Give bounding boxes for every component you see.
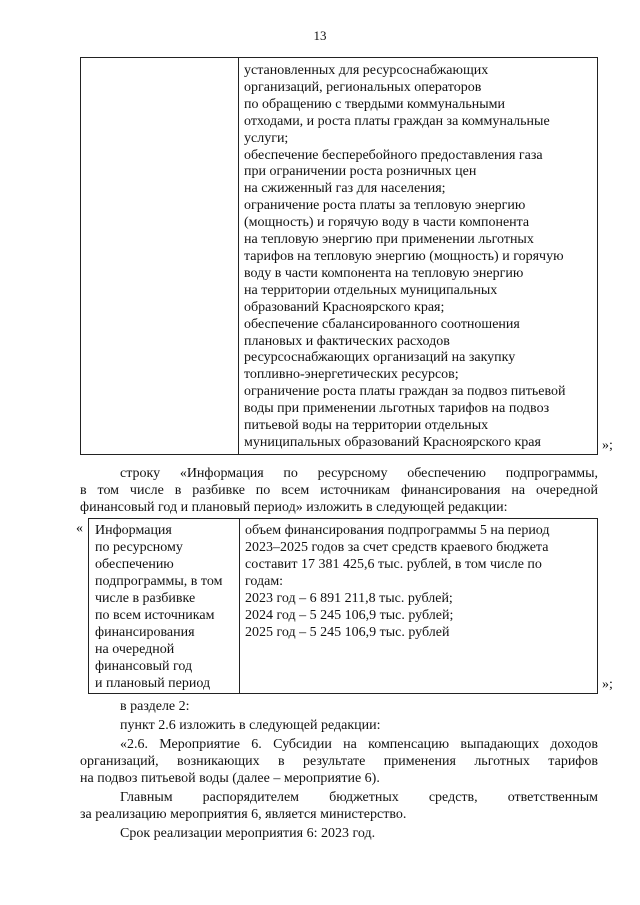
table-right-cell: [244, 63, 593, 452]
table-line: топливно-энергетических ресурсов;: [244, 367, 459, 383]
paragraph-stroku: [80, 465, 598, 516]
table-line: по обращению с твердыми коммунальными: [244, 96, 506, 112]
opening-quote-mark: «: [76, 521, 83, 536]
paragraph-line: финансовый год и плановый период» изложить в следующей редакции:: [80, 500, 508, 515]
table-line: плановых и фактических расходов: [244, 333, 450, 349]
table-line: 2025 год – 5 245 106,9 тыс. рублей: [245, 625, 450, 640]
column-divider: [238, 58, 239, 454]
table-line: ограничение роста платы граждан за подвоз питьевой: [244, 384, 566, 400]
table-resource-info: [88, 518, 598, 694]
item-intro: пункт 2.6 изложить в следующей редакции:: [120, 718, 381, 733]
table-line: образований Красноярского края;: [244, 299, 445, 315]
table-line: финансовый год: [95, 659, 193, 674]
page-number: 13: [313, 28, 327, 43]
table-line: на очередной: [95, 642, 175, 657]
table-line: 2023–2025 годов за счет средств краевого бюджета: [245, 540, 549, 555]
table-line: по ресурсному: [95, 540, 183, 555]
column-divider: [239, 519, 240, 693]
table-line: финансирования: [95, 625, 195, 640]
section-intro: в разделе 2:: [120, 699, 190, 714]
table-line: 2024 год – 5 245 106,9 тыс. рублей;: [245, 608, 454, 623]
paragraph-line: организаций, возникающих в результате применения льготных тарифов: [80, 754, 598, 769]
table-line: ресурсоснабжающих организаций на закупку: [244, 350, 516, 366]
paragraph-line: Главным распорядителем бюджетных средств, ответственным: [120, 790, 598, 805]
paragraph-term: Срок реализации мероприятия 6: 2023 год.: [120, 826, 376, 841]
table-line: услуги;: [244, 130, 289, 146]
table-continuation: [80, 57, 598, 455]
closing-quote-mark: »;: [602, 677, 613, 692]
paragraph-2-6: [80, 736, 598, 787]
table-line: при ограничении роста розничных цен: [244, 164, 477, 180]
paragraph-line: на подвоз питьевой воды (далее – мероприятие 6).: [80, 771, 380, 786]
table-line: объем финансирования подпрограммы 5 на период: [245, 523, 550, 538]
paragraph-manager: [80, 789, 598, 823]
table-line: воды при применении льготных тарифов на подвоз: [244, 401, 550, 417]
table-line: тарифов на тепловую энергию (мощность) и горячую: [244, 248, 564, 264]
table-line: отходами, и роста платы граждан за коммунальные: [244, 113, 550, 129]
table-line: воду в части компонента на тепловую энергию: [244, 265, 524, 281]
paragraph-line: за реализацию мероприятия 6, является министерство.: [80, 807, 407, 822]
table-line: на территории отдельных муниципальных: [244, 282, 498, 298]
paragraph-line: «2.6. Мероприятие 6. Субсидии на компенсацию выпадающих доходов: [120, 737, 598, 752]
table-line: 2023 год – 6 891 211,8 тыс. рублей;: [245, 591, 453, 606]
table-line: обеспечение сбалансированного соотношения: [244, 316, 520, 332]
table-line: питьевой воды на территории отдельных: [244, 418, 489, 434]
table-line: по всем источникам: [95, 608, 215, 623]
table-line: ограничение роста платы за тепловую энергию: [244, 198, 526, 214]
table-left-cell: [95, 522, 237, 692]
table-right-cell: [245, 522, 593, 641]
table-line: составит 17 381 425,6 тыс. рублей, в том числе по: [245, 557, 542, 572]
table-line: подпрограммы, в том: [95, 574, 223, 589]
table-line: на сжиженный газ для населения;: [244, 181, 446, 197]
closing-quote-mark: »;: [602, 438, 613, 453]
table-line: и плановый период: [95, 676, 211, 691]
table-line: обеспечению: [95, 557, 174, 572]
table-line: обеспечение бесперебойного предоставления газа: [244, 147, 543, 163]
paragraph-line: строку «Информация по ресурсному обеспечению подпрограммы,: [120, 466, 598, 481]
table-line: установленных для ресурсоснабжающих: [244, 63, 489, 78]
table-line: годам:: [245, 574, 284, 589]
table-line: на тепловую энергию при применении льготных: [244, 232, 534, 248]
table-line: муниципальных образований Красноярского края: [244, 434, 541, 450]
table-line: числе в разбивке: [95, 591, 196, 606]
table-line: (мощность) и горячую воду в части компонента: [244, 215, 530, 231]
paragraph-line: в том числе в разбивке по всем источникам финансирования на очередной: [80, 483, 598, 498]
table-line: организаций, региональных операторов: [244, 79, 482, 95]
table-line: Информация: [95, 523, 172, 538]
